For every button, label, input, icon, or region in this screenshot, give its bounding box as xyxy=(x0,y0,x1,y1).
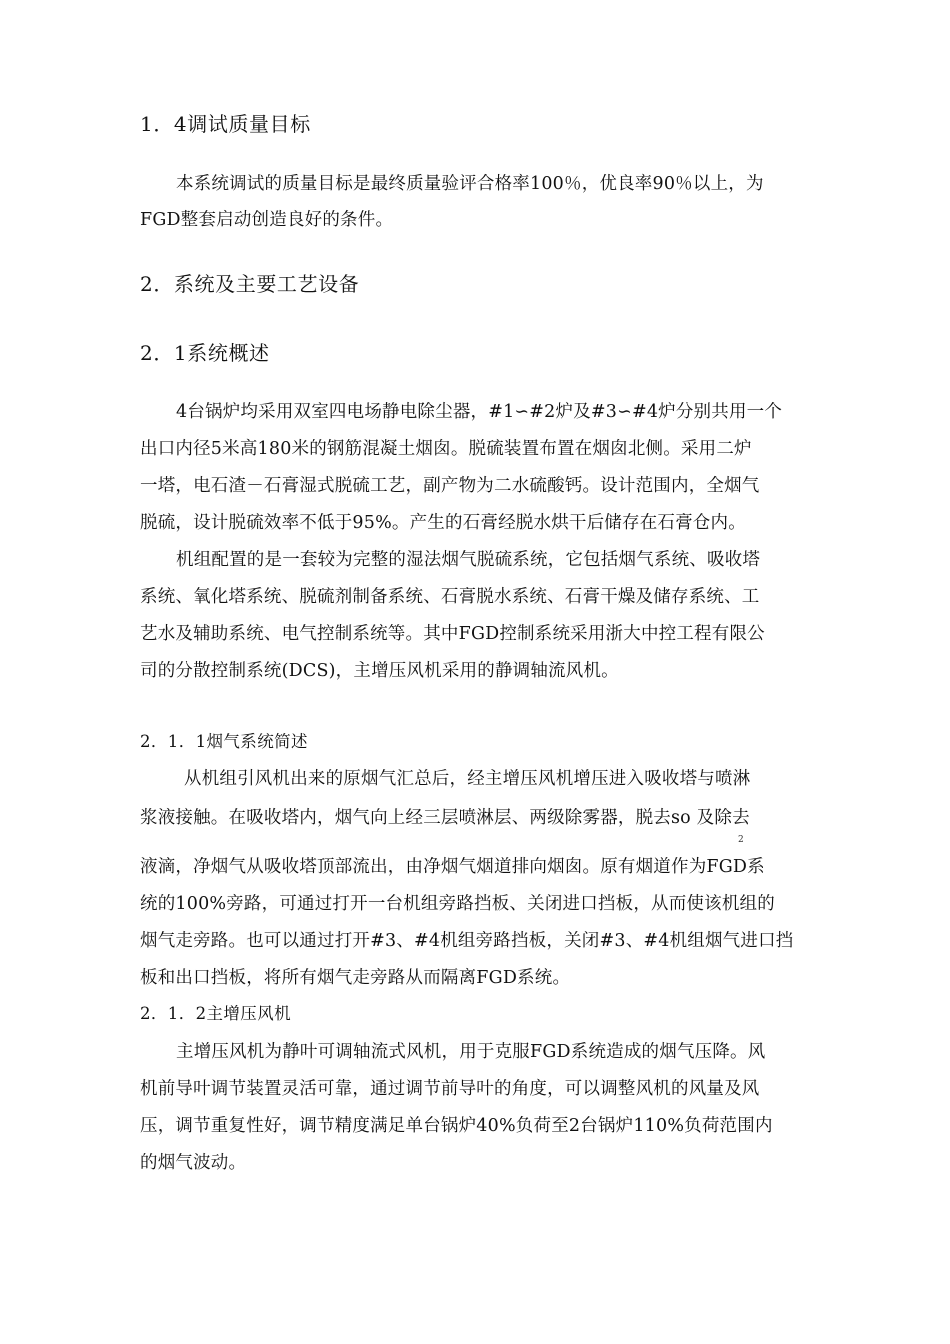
paragraph-line: 机组配置的是一套较为完整的湿法烟气脱硫系统，它包括烟气系统、吸收塔 xyxy=(176,550,761,570)
paragraph-line: 压，调节重复性好，调节精度满足单台锅炉40%负荷至2台锅炉110%负荷范围内 xyxy=(140,1116,773,1136)
paragraph-line: 司的分散控制系统(DCS)，主增压风机采用的静调轴流风机。 xyxy=(140,661,619,681)
paragraph-line: 浆液接触。在吸收塔内，烟气向上经三层喷淋层、两级除雾器，脱去so 及除去 xyxy=(140,808,750,828)
paragraph-line: 出口内径5米高180米的钢筋混凝土烟囱。脱硫装置布置在烟囱北侧。采用二炉 xyxy=(140,439,752,459)
paragraph-line: 统的100%旁路，可通过打开一台机组旁路挡板、关闭进口挡板，从而使该机组的 xyxy=(140,894,775,914)
paragraph-line: 主增压风机为静叶可调轴流式风机，用于克服FGD系统造成的烟气压降。风 xyxy=(176,1042,766,1062)
paragraph-line: 脱硫，设计脱硫效率不低于95%。产生的石膏经脱水烘干后储存在石膏仓内。 xyxy=(140,513,746,533)
section-heading-1-4: 1．4调试质量目标 xyxy=(140,112,311,136)
section-heading-2: 2．系统及主要工艺设备 xyxy=(140,272,360,296)
paragraph-line: FGD整套启动创造良好的条件。 xyxy=(140,210,394,230)
paragraph-line: 的烟气波动。 xyxy=(140,1153,247,1173)
paragraph-line: 系统、氧化塔系统、脱硫剂制备系统、石膏脱水系统、石膏干燥及储存系统、工 xyxy=(140,587,760,607)
paragraph-line: 液滴，净烟气从吸收塔顶部流出，由净烟气烟道排向烟囱。原有烟道作为FGD系 xyxy=(140,857,765,877)
paragraph-line: 4台锅炉均采用双室四电场静电除尘器，#1∽#2炉及#3∽#4炉分别共用一个 xyxy=(176,402,783,422)
paragraph-line: 一塔，电石渣－石膏湿式脱硫工艺，副产物为二水硫酸钙。设计范围内，全烟气 xyxy=(140,476,760,496)
subscript-2: 2 xyxy=(738,835,744,845)
section-heading-2-1-2: 2．1．2主增压风机 xyxy=(140,1004,291,1023)
paragraph-line: 艺水及辅助系统、电气控制系统等。其中FGD控制系统采用浙大中控工程有限公 xyxy=(140,624,765,644)
section-heading-2-1: 2．1系统概述 xyxy=(140,341,270,365)
paragraph-line: 机前导叶调节装置灵活可靠，通过调节前导叶的角度，可以调整风机的风量及风 xyxy=(140,1079,760,1099)
paragraph-line: 烟气走旁路。也可以通过打开#3、#4机组旁路挡板，关闭#3、#4机组烟气进口挡 xyxy=(140,931,794,951)
section-heading-2-1-1: 2．1．1烟气系统简述 xyxy=(140,732,308,751)
paragraph-line: 从机组引风机出来的原烟气汇总后，经主增压风机增压进入吸收塔与喷淋 xyxy=(184,769,751,789)
paragraph-line: 板和出口挡板，将所有烟气走旁路从而隔离FGD系统。 xyxy=(140,968,571,988)
paragraph-line: 本系统调试的质量目标是最终质量验评合格率100％，优良率90％以上，为 xyxy=(176,174,764,194)
